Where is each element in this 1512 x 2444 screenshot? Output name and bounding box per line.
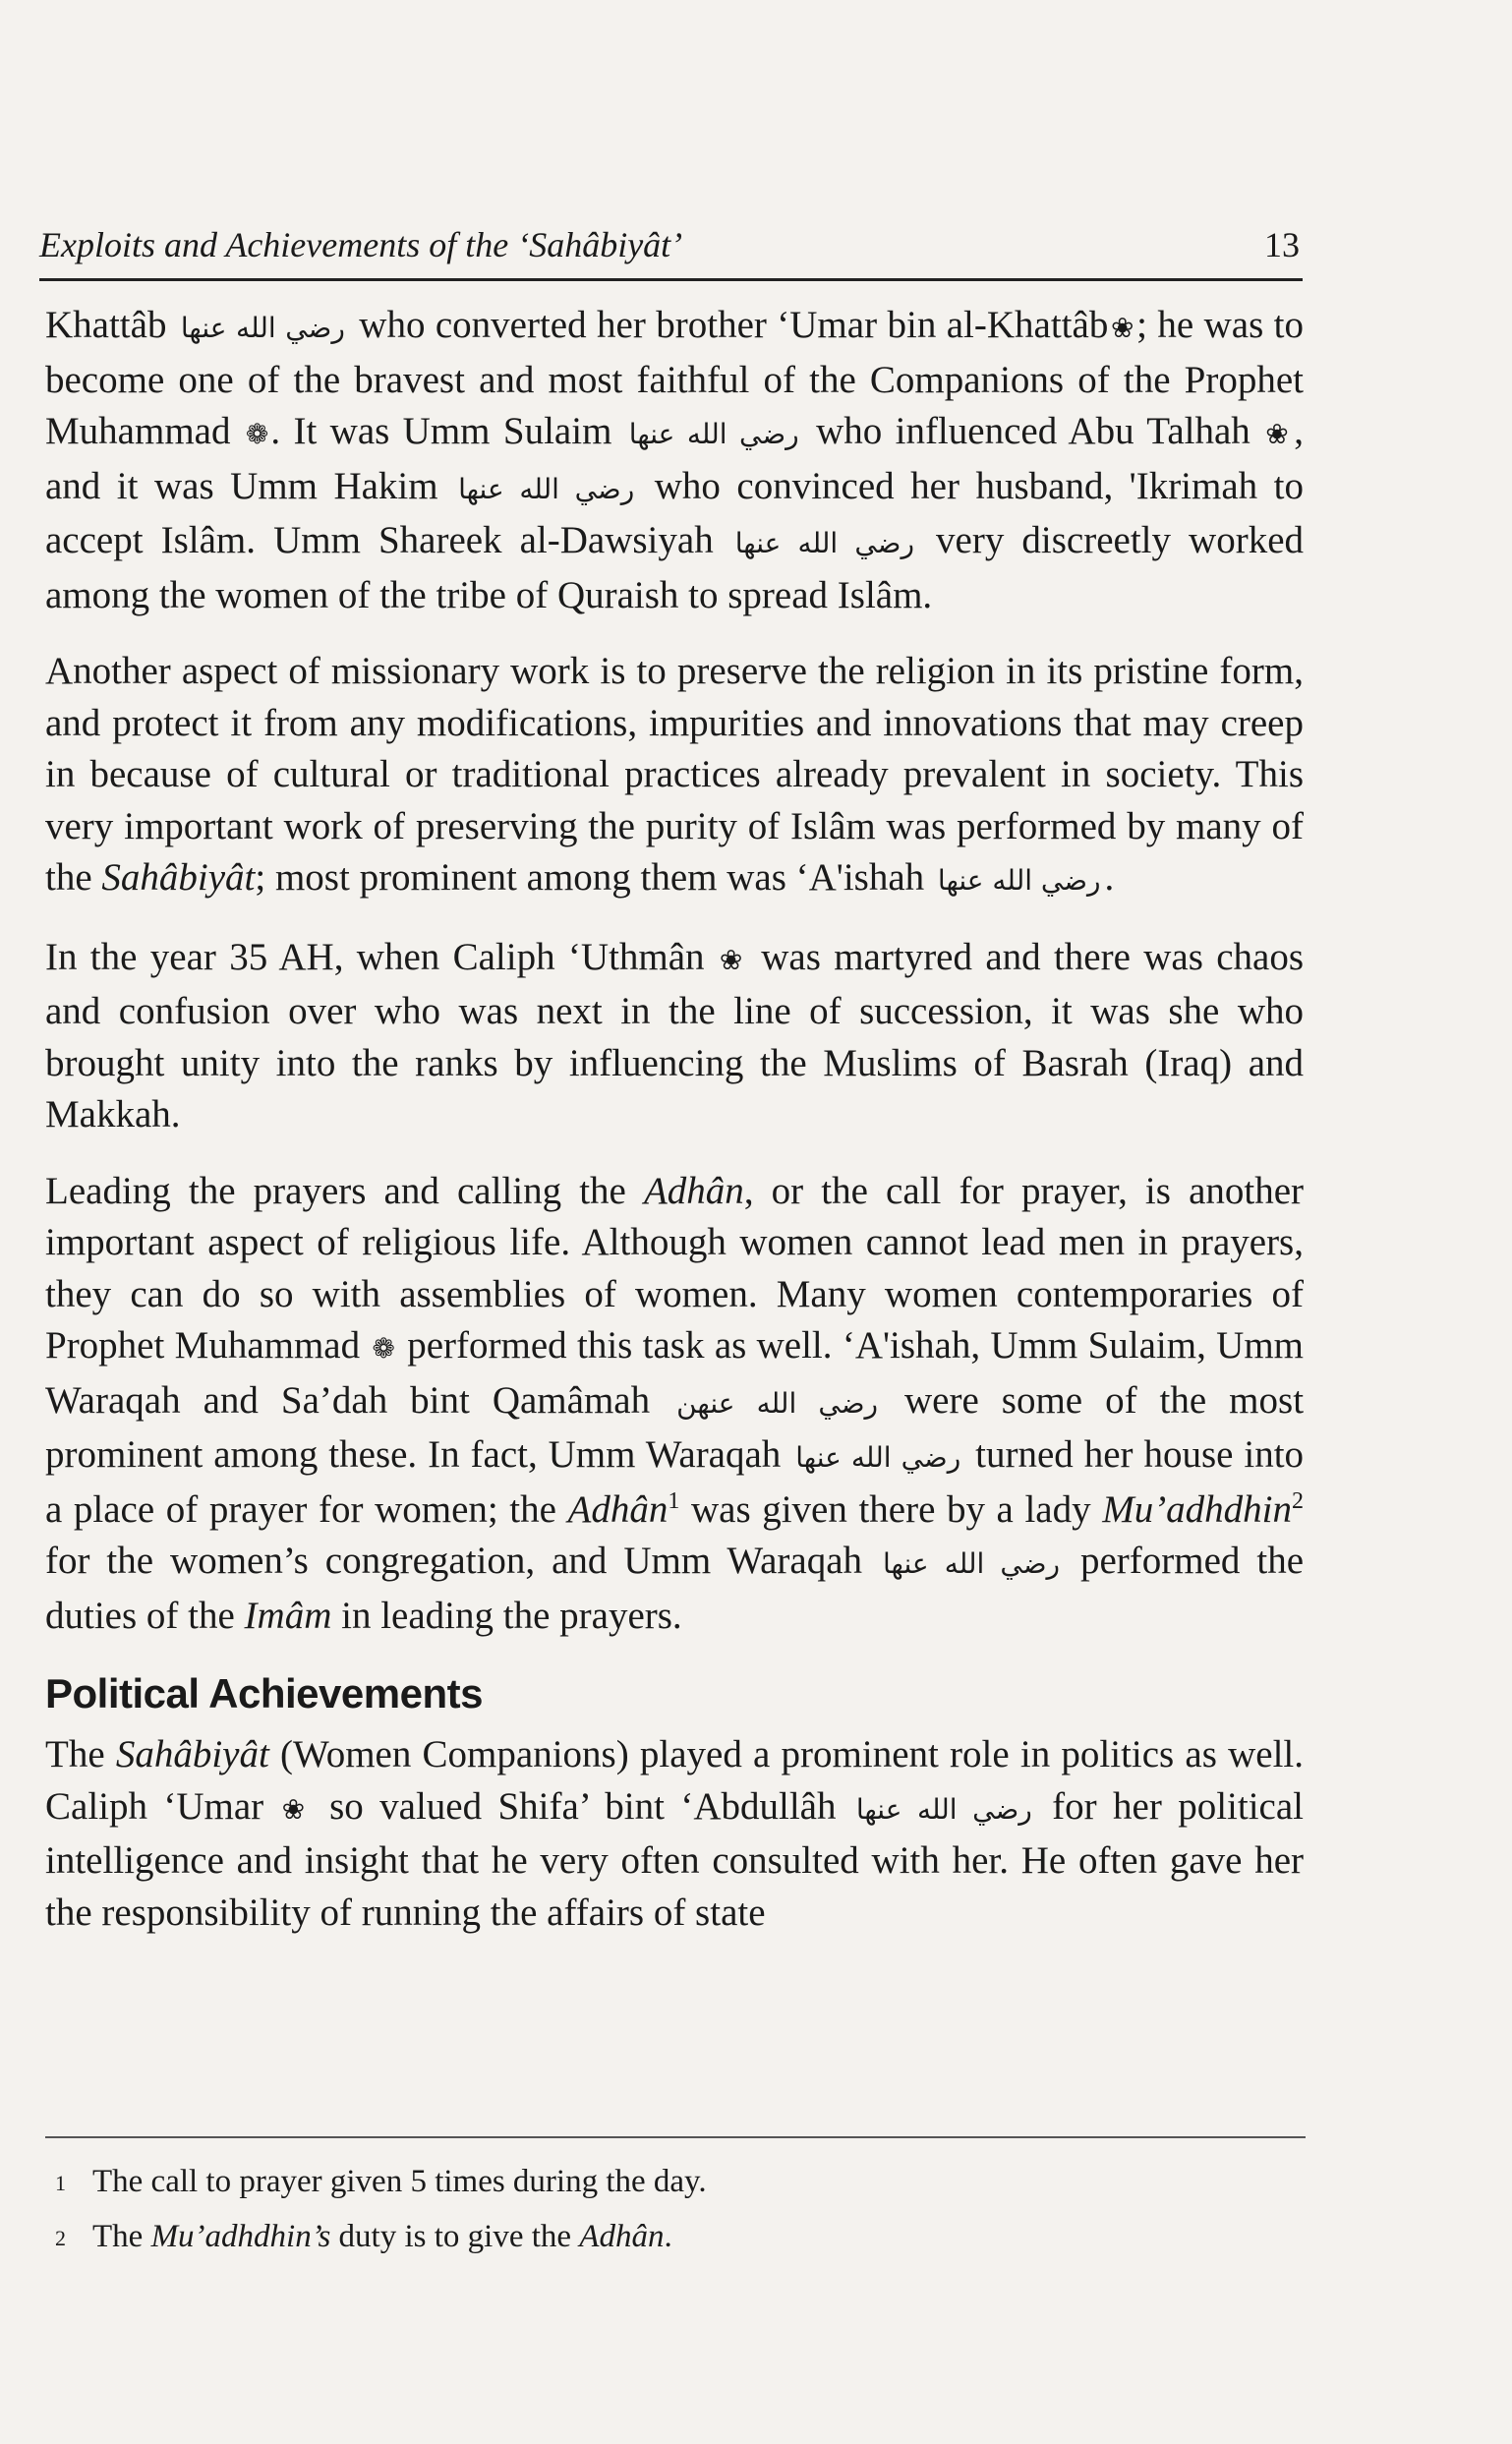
paragraph-4 bbox=[45, 1166, 1304, 1643]
text-run: performed the duties of the bbox=[45, 1540, 1304, 1637]
running-head bbox=[39, 224, 1300, 265]
text-run: Khattâb bbox=[45, 304, 167, 346]
text-run: . It was Umm Sulaim bbox=[270, 410, 612, 452]
honorific-symbol: ❀ bbox=[1110, 312, 1135, 344]
page-number: 13 bbox=[1264, 225, 1300, 264]
italic-term: Adhân bbox=[643, 1169, 744, 1212]
text-run: In the year 35 AH, when Caliph ‘Uthmân bbox=[45, 935, 705, 978]
text-run: for the women’s congregation, and Umm Waraqah bbox=[45, 1540, 863, 1582]
italic-term: Sahâbiyât bbox=[101, 856, 256, 899]
arabic-honorific: رضي الله عنهن bbox=[676, 1386, 878, 1420]
text-run: so valued Shifa’ bint ‘Abdullâh bbox=[329, 1784, 837, 1828]
running-title: Exploits and Achievements of the ‘Sahâbiyât’ bbox=[39, 225, 683, 264]
body-text bbox=[45, 300, 1304, 1963]
footnote-rule bbox=[45, 2136, 1306, 2138]
text-run: who convinced her husband, 'Ikrimah to accept Islâm. Umm Shareek al-Dawsiyah bbox=[45, 464, 1304, 561]
text-run: performed this task as well. ‘A'ishah, Umm Sulaim, Umm Waraqah and Sa’dah bint Qamâmah bbox=[45, 1324, 1305, 1422]
paragraph-3 bbox=[45, 932, 1304, 1141]
arabic-honorific: رضي الله عنها bbox=[795, 1441, 961, 1474]
text-run: for her political intelligence and insight that he very often consulted with her. He often gave her the responsibility of running the affairs of state bbox=[45, 1784, 1305, 1934]
arabic-honorific: رضي الله عنها bbox=[855, 1792, 1032, 1826]
arabic-honorific: رضي الله عنها bbox=[458, 472, 635, 505]
text-run: turned her house into a place of prayer for women; the bbox=[45, 1433, 1305, 1531]
arabic-honorific: رضي الله عنها bbox=[734, 527, 914, 559]
honorific-symbol: ❀ bbox=[1265, 418, 1293, 450]
prophet-salutation-symbol: ❁ bbox=[372, 1332, 395, 1365]
italic-term: Imâm bbox=[244, 1594, 332, 1637]
text-run: who converted her brother ‘Umar bin al-Khattâb bbox=[359, 304, 1109, 346]
paragraph-2 bbox=[45, 646, 1304, 907]
paragraph-1 bbox=[45, 300, 1304, 621]
text-run: very discreetly worked among the women of the tribe of Quraish to spread Islâm. bbox=[45, 519, 1305, 616]
text-run: in leading the prayers. bbox=[341, 1594, 682, 1637]
text-run: ; he was to become one of the bravest and most faithful of the Companions of the Prophet Muhammad bbox=[45, 304, 1305, 452]
footnote-2 bbox=[55, 2210, 1294, 2265]
honorific-symbol: ❀ bbox=[719, 943, 746, 976]
text-run: , and it was Umm Hakim bbox=[45, 410, 1305, 507]
text-run: were some of the most prominent among these. In fact, Umm Waraqah bbox=[45, 1378, 1305, 1476]
honorific-symbol: ❀ bbox=[281, 1792, 312, 1826]
italic-term: Sahâbiyât bbox=[115, 1733, 269, 1775]
header-rule bbox=[39, 278, 1303, 281]
text-run: The bbox=[45, 1733, 105, 1775]
footnote-1 bbox=[55, 2155, 1294, 2210]
text-run: who influenced Abu Talhah bbox=[816, 410, 1250, 452]
footnote-ref: 1 bbox=[668, 1487, 680, 1514]
footnote-text: The call to prayer given 5 times during the day. bbox=[92, 2164, 707, 2199]
text-run: was martyred and there was chaos and confusion over who was next in the line of succession, it was she who brought unity into the ranks by influencing the Muslims of Basrah (Iraq) and Makkah. bbox=[45, 935, 1304, 1135]
arabic-honorific: رضي الله عنها bbox=[628, 418, 799, 450]
section-heading: Political Achievements bbox=[45, 1670, 483, 1717]
text-run: (Women Companions) played a prominent role in politics as well. Caliph ‘Umar bbox=[45, 1733, 1305, 1828]
text-run: ; most prominent among them was ‘A'ishah bbox=[255, 856, 925, 899]
text-run: . bbox=[1104, 856, 1115, 899]
arabic-honorific: رضي الله عنها bbox=[937, 864, 1101, 897]
footnote-number: 2 bbox=[55, 2226, 66, 2250]
text-run: Leading the prayers and calling the bbox=[45, 1169, 626, 1212]
footnote-text: The Mu’adhdhin’s duty is to give the Adhân. bbox=[92, 2219, 672, 2254]
prophet-salutation-symbol: ❁ bbox=[245, 418, 269, 450]
text-run: , or the call for prayer, is another important aspect of religious life. Although women cannot lead men in prayers, they can do so with assemblies of women. Many women contemporaries of Prophet Muhammad bbox=[45, 1169, 1305, 1367]
italic-term: Adhân bbox=[567, 1487, 669, 1531]
footnotes bbox=[55, 2155, 1294, 2265]
footnote-ref: 2 bbox=[1292, 1487, 1305, 1514]
arabic-honorific: رضي الله عنها bbox=[883, 1547, 1061, 1580]
arabic-honorific: رضي الله عنها bbox=[180, 312, 345, 344]
footnote-number: 1 bbox=[55, 2171, 66, 2195]
text-run: Another aspect of missionary work is to preserve the religion in its pristine form, and protect it from any modifications, impurities and innovations that may creep in because of cultural or traditional practices already prevalent in society. This very important work of preserving the purity of Islâm was performed by many of the bbox=[45, 650, 1304, 899]
paragraph-5 bbox=[45, 1729, 1304, 1939]
italic-term: Mu’adhdhin bbox=[1102, 1487, 1293, 1531]
text-run: was given there by a lady bbox=[690, 1487, 1091, 1531]
